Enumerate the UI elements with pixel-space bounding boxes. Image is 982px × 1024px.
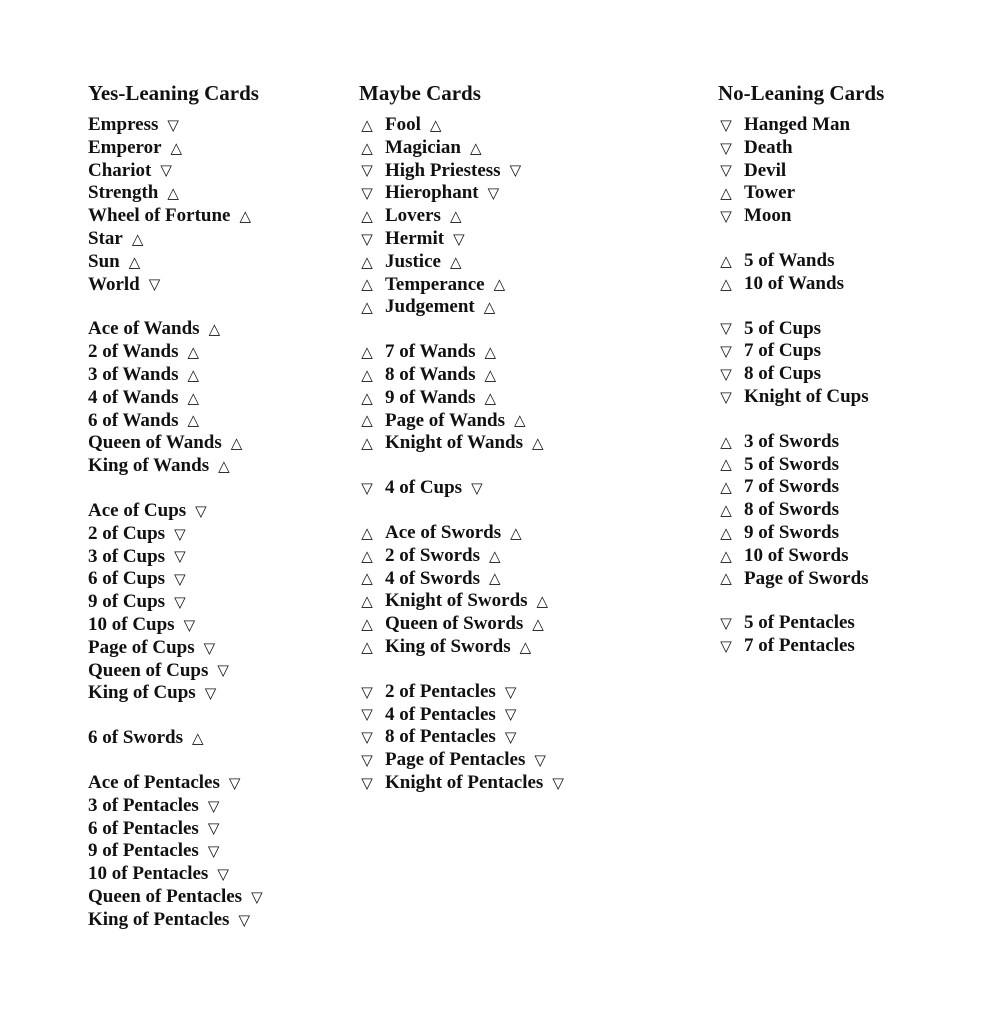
card-name: Hierophant xyxy=(385,182,479,204)
card-group xyxy=(359,114,659,319)
card-group xyxy=(718,318,948,409)
card-name: King of Wands xyxy=(88,455,210,477)
card-entry xyxy=(359,341,659,364)
card-name: Ace of Cups xyxy=(88,499,187,521)
card-entry xyxy=(359,726,659,749)
card-group xyxy=(359,681,659,795)
card-name: 10 of Pentacles xyxy=(88,863,209,885)
triangle-up-icon: △ xyxy=(361,207,373,226)
triangle-down-icon: ▽ xyxy=(720,387,732,406)
triangle-up-icon: △ xyxy=(361,569,373,588)
card-entry xyxy=(718,545,948,568)
card-name: Queen of Pentacles xyxy=(88,885,243,907)
triangle-down-icon: ▽ xyxy=(361,705,373,724)
card-entry xyxy=(359,274,659,297)
triangle-up-icon: △ xyxy=(484,343,497,362)
card-entry xyxy=(359,205,659,228)
card-entry xyxy=(718,114,948,137)
card-name: 6 of Pentacles xyxy=(88,817,199,839)
card-name: 2 of Cups xyxy=(88,522,166,544)
card-entry xyxy=(359,568,659,591)
card-name: 7 of Cups xyxy=(744,340,822,362)
card-entry xyxy=(718,568,948,591)
triangle-down-icon: ▽ xyxy=(361,751,373,770)
column-title: No-Leaning Cards xyxy=(718,81,885,105)
triangle-down-icon: ▽ xyxy=(251,887,263,906)
triangle-down-icon: ▽ xyxy=(195,501,207,520)
card-entry xyxy=(88,909,328,932)
card-entry xyxy=(88,523,328,546)
triangle-down-icon: ▽ xyxy=(720,365,732,384)
triangle-up-icon: △ xyxy=(532,615,544,634)
card-entry xyxy=(88,205,328,228)
card-entry xyxy=(359,749,659,772)
triangle-up-icon: △ xyxy=(720,274,732,293)
card-entry xyxy=(359,590,659,613)
card-name: Empress xyxy=(88,114,159,135)
triangle-down-icon: ▽ xyxy=(487,184,500,203)
card-name: 2 of Wands xyxy=(88,341,179,363)
triangle-up-icon: △ xyxy=(720,432,732,451)
triangle-up-icon: △ xyxy=(192,729,204,748)
card-name: 10 of Swords xyxy=(744,544,849,566)
card-group xyxy=(88,318,328,478)
card-entry xyxy=(88,840,328,863)
triangle-down-icon: ▽ xyxy=(207,819,220,838)
card-name: 3 of Pentacles xyxy=(88,794,199,816)
card-name: Emperor xyxy=(88,136,162,158)
card-name: Queen of Cups xyxy=(88,659,209,681)
card-entry xyxy=(88,228,328,251)
column-title: Yes-Leaning Cards xyxy=(88,81,259,105)
card-name: 7 of Pentacles xyxy=(744,635,855,657)
triangle-up-icon: △ xyxy=(230,434,243,453)
card-name: 5 of Pentacles xyxy=(744,612,855,634)
card-entry xyxy=(88,387,328,410)
triangle-up-icon: △ xyxy=(519,637,532,656)
card-entry xyxy=(359,251,659,274)
triangle-up-icon: △ xyxy=(510,523,522,542)
card-entry xyxy=(88,182,328,205)
card-entry xyxy=(88,432,328,455)
card-entry xyxy=(359,477,659,500)
card-entry xyxy=(88,410,328,433)
triangle-down-icon: ▽ xyxy=(361,479,373,498)
card-entry xyxy=(359,432,659,455)
triangle-up-icon: △ xyxy=(449,252,462,271)
triangle-up-icon: △ xyxy=(361,434,373,453)
triangle-down-icon: ▽ xyxy=(217,661,229,680)
triangle-up-icon: △ xyxy=(361,275,373,294)
card-name: 6 of Wands xyxy=(88,409,179,431)
triangle-up-icon: △ xyxy=(361,343,373,362)
card-name: 2 of Pentacles xyxy=(385,680,496,702)
triangle-down-icon: ▽ xyxy=(228,773,241,792)
card-name: Sun xyxy=(88,250,120,272)
card-name: High Priestess xyxy=(385,159,501,181)
column-groups xyxy=(359,114,659,795)
card-entry xyxy=(88,455,328,478)
card-entry xyxy=(359,636,659,659)
card-name: Ace of Swords xyxy=(385,521,502,543)
card-entry xyxy=(88,568,328,591)
card-name: King of Pentacles xyxy=(88,908,230,930)
triangle-up-icon: △ xyxy=(167,184,179,203)
card-entry xyxy=(718,318,948,341)
card-name: Devil xyxy=(744,159,787,181)
card-entry xyxy=(718,612,948,635)
triangle-up-icon: △ xyxy=(484,388,497,407)
column-groups xyxy=(718,114,948,658)
card-name: Star xyxy=(88,227,123,249)
triangle-down-icon: ▽ xyxy=(174,593,186,612)
triangle-down-icon: ▽ xyxy=(504,728,517,747)
card-group xyxy=(718,250,948,296)
card-entry xyxy=(88,795,328,818)
column-yes-leaning xyxy=(88,78,328,954)
triangle-up-icon: △ xyxy=(514,411,526,430)
card-entry xyxy=(88,274,328,297)
card-name: Justice xyxy=(385,250,441,272)
triangle-up-icon: △ xyxy=(361,365,373,384)
card-name: 4 of Pentacles xyxy=(385,703,496,725)
triangle-up-icon: △ xyxy=(720,501,732,520)
card-entry xyxy=(718,205,948,228)
card-name: 4 of Cups xyxy=(385,477,463,499)
card-name: Ace of Pentacles xyxy=(88,771,220,793)
card-entry xyxy=(88,727,328,750)
card-name: King of Cups xyxy=(88,682,196,704)
card-name: Ace of Wands xyxy=(88,318,200,340)
card-name: World xyxy=(88,273,140,295)
triangle-down-icon: ▽ xyxy=(720,614,732,633)
card-entry xyxy=(88,500,328,523)
triangle-down-icon: ▽ xyxy=(160,161,172,180)
triangle-up-icon: △ xyxy=(218,457,230,476)
triangle-up-icon: △ xyxy=(187,388,200,407)
triangle-down-icon: ▽ xyxy=(183,615,196,634)
card-entry xyxy=(359,772,659,795)
triangle-down-icon: ▽ xyxy=(720,161,732,180)
triangle-up-icon: △ xyxy=(239,207,252,226)
card-name: Fool xyxy=(385,114,421,135)
triangle-down-icon: ▽ xyxy=(720,115,732,134)
triangle-up-icon: △ xyxy=(361,138,373,157)
card-name: 3 of Wands xyxy=(88,363,179,385)
triangle-up-icon: △ xyxy=(720,478,732,497)
card-entry xyxy=(88,682,328,705)
card-group xyxy=(88,727,328,750)
card-entry xyxy=(359,296,659,319)
card-name: 6 of Swords xyxy=(88,727,184,749)
triangle-up-icon: △ xyxy=(361,252,373,271)
card-entry xyxy=(359,522,659,545)
card-group xyxy=(88,772,328,932)
card-name: 4 of Swords xyxy=(385,567,481,589)
card-entry xyxy=(88,364,328,387)
triangle-up-icon: △ xyxy=(361,388,373,407)
triangle-down-icon: ▽ xyxy=(361,682,373,701)
triangle-up-icon: △ xyxy=(489,569,501,588)
card-entry xyxy=(718,160,948,183)
card-entry xyxy=(718,635,948,658)
card-entry xyxy=(88,341,328,364)
card-group xyxy=(359,477,659,500)
triangle-down-icon: ▽ xyxy=(207,842,220,861)
card-name: Knight of Swords xyxy=(385,590,528,612)
triangle-up-icon: △ xyxy=(720,251,732,270)
card-entry xyxy=(88,114,328,137)
triangle-up-icon: △ xyxy=(361,523,373,542)
card-name: Moon xyxy=(744,205,792,227)
triangle-up-icon: △ xyxy=(484,365,497,384)
triangle-up-icon: △ xyxy=(361,615,373,634)
triangle-up-icon: △ xyxy=(131,229,144,248)
card-name: 3 of Swords xyxy=(744,430,840,452)
triangle-up-icon: △ xyxy=(449,207,462,226)
triangle-up-icon: △ xyxy=(493,275,506,294)
triangle-down-icon: ▽ xyxy=(174,570,186,589)
card-name: 5 of Wands xyxy=(744,249,835,271)
card-group xyxy=(88,500,328,705)
card-name: King of Swords xyxy=(385,635,511,657)
card-name: Page of Wands xyxy=(385,409,506,431)
card-name: 5 of Cups xyxy=(744,317,822,339)
triangle-down-icon: ▽ xyxy=(361,728,373,747)
card-name: 10 of Cups xyxy=(88,613,175,635)
column-maybe xyxy=(359,78,659,817)
column-title: Maybe Cards xyxy=(359,81,481,105)
triangle-down-icon: ▽ xyxy=(509,161,522,180)
card-entry xyxy=(359,137,659,160)
triangle-up-icon: △ xyxy=(489,546,501,565)
card-name: Judgement xyxy=(385,296,475,318)
card-name: 10 of Wands xyxy=(744,272,844,294)
card-name: 8 of Cups xyxy=(744,363,822,385)
card-entry xyxy=(88,591,328,614)
triangle-down-icon: ▽ xyxy=(238,910,250,929)
triangle-up-icon: △ xyxy=(361,546,373,565)
card-entry xyxy=(718,182,948,205)
card-entry xyxy=(718,431,948,454)
triangle-down-icon: ▽ xyxy=(361,229,373,248)
card-entry xyxy=(718,454,948,477)
triangle-down-icon: ▽ xyxy=(552,773,564,792)
triangle-down-icon: ▽ xyxy=(534,751,546,770)
card-name: Page of Swords xyxy=(744,567,869,589)
triangle-down-icon: ▽ xyxy=(720,207,732,226)
card-name: Chariot xyxy=(88,159,152,181)
card-entry xyxy=(88,160,328,183)
triangle-down-icon: ▽ xyxy=(504,682,517,701)
card-entry xyxy=(359,387,659,410)
card-entry xyxy=(718,363,948,386)
card-name: Magician xyxy=(385,136,461,158)
triangle-down-icon: ▽ xyxy=(361,184,373,203)
triangle-down-icon: ▽ xyxy=(720,342,732,361)
card-name: 3 of Cups xyxy=(88,545,166,567)
card-name: 9 of Swords xyxy=(744,521,840,543)
card-entry xyxy=(359,228,659,251)
card-name: 2 of Swords xyxy=(385,544,481,566)
card-name: 8 of Pentacles xyxy=(385,726,496,748)
triangle-up-icon: △ xyxy=(720,455,732,474)
card-group xyxy=(718,114,948,228)
card-group xyxy=(718,612,948,658)
card-entry xyxy=(88,772,328,795)
card-name: Page of Pentacles xyxy=(385,749,526,771)
card-name: Knight of Wands xyxy=(385,432,523,454)
card-entry xyxy=(359,410,659,433)
triangle-up-icon: △ xyxy=(720,546,732,565)
triangle-up-icon: △ xyxy=(187,365,200,384)
card-entry xyxy=(88,137,328,160)
card-group xyxy=(359,341,659,455)
card-entry xyxy=(359,681,659,704)
column-no-leaning xyxy=(718,78,948,680)
card-name: Wheel of Fortune xyxy=(88,205,231,227)
card-name: Lovers xyxy=(385,205,441,227)
triangle-down-icon: ▽ xyxy=(207,796,220,815)
column-groups xyxy=(88,114,328,932)
card-name: 7 of Swords xyxy=(744,476,840,498)
triangle-down-icon: ▽ xyxy=(361,161,373,180)
triangle-down-icon: ▽ xyxy=(471,479,483,498)
triangle-up-icon: △ xyxy=(470,138,482,157)
card-entry xyxy=(718,340,948,363)
card-entry xyxy=(718,499,948,522)
card-entry xyxy=(359,613,659,636)
triangle-down-icon: ▽ xyxy=(453,229,465,248)
triangle-down-icon: ▽ xyxy=(167,115,179,134)
triangle-up-icon: △ xyxy=(187,411,200,430)
card-entry xyxy=(88,614,328,637)
triangle-down-icon: ▽ xyxy=(720,319,732,338)
card-name: 7 of Wands xyxy=(385,341,476,363)
card-group xyxy=(359,522,659,659)
triangle-down-icon: ▽ xyxy=(720,138,732,157)
card-group xyxy=(718,431,948,591)
card-entry xyxy=(359,704,659,727)
triangle-down-icon: ▽ xyxy=(217,865,229,883)
card-entry xyxy=(359,545,659,568)
card-name: 4 of Wands xyxy=(88,386,179,408)
card-name: Knight of Pentacles xyxy=(385,771,544,793)
card-entry xyxy=(718,250,948,273)
card-name: 8 of Wands xyxy=(385,363,476,385)
card-entry xyxy=(359,160,659,183)
triangle-up-icon: △ xyxy=(361,411,373,430)
card-name: Tower xyxy=(744,182,796,204)
card-entry xyxy=(718,137,948,160)
triangle-up-icon: △ xyxy=(536,592,549,611)
card-entry xyxy=(88,637,328,660)
card-name: Temperance xyxy=(385,273,485,295)
triangle-up-icon: △ xyxy=(361,637,373,656)
card-name: 5 of Swords xyxy=(744,453,840,475)
card-name: Strength xyxy=(88,182,159,204)
card-name: Death xyxy=(744,136,793,158)
card-entry xyxy=(718,386,948,409)
triangle-down-icon: ▽ xyxy=(504,705,517,724)
card-entry xyxy=(88,818,328,841)
triangle-up-icon: △ xyxy=(361,298,373,317)
triangle-down-icon: ▽ xyxy=(203,638,216,657)
card-name: 9 of Pentacles xyxy=(88,840,199,862)
card-name: Hermit xyxy=(385,227,445,249)
triangle-down-icon: ▽ xyxy=(204,684,217,703)
triangle-down-icon: ▽ xyxy=(174,524,186,543)
card-entry xyxy=(88,886,328,909)
triangle-up-icon: △ xyxy=(720,523,732,542)
card-name: 8 of Swords xyxy=(744,499,840,521)
card-entry xyxy=(359,364,659,387)
card-entry xyxy=(718,476,948,499)
card-name: Queen of Swords xyxy=(385,613,524,635)
triangle-down-icon: ▽ xyxy=(174,547,186,566)
triangle-up-icon: △ xyxy=(483,298,496,317)
triangle-up-icon: △ xyxy=(187,343,200,362)
card-entry xyxy=(88,251,328,274)
card-name: Knight of Cups xyxy=(744,385,869,407)
triangle-down-icon: ▽ xyxy=(361,773,373,792)
card-group xyxy=(88,114,328,296)
card-entry xyxy=(359,182,659,205)
card-entry xyxy=(88,660,328,683)
card-name: 9 of Wands xyxy=(385,386,476,408)
triangle-up-icon: △ xyxy=(720,569,732,588)
triangle-up-icon: △ xyxy=(531,434,544,453)
card-entry xyxy=(88,318,328,341)
triangle-up-icon: △ xyxy=(128,252,141,271)
card-name: Queen of Wands xyxy=(88,432,222,454)
card-name: Hanged Man xyxy=(744,114,851,135)
card-name: 9 of Cups xyxy=(88,591,166,613)
triangle-down-icon: ▽ xyxy=(148,275,161,294)
card-entry xyxy=(88,863,328,886)
card-name: Page of Cups xyxy=(88,636,195,658)
card-entry xyxy=(718,522,948,545)
triangle-up-icon: △ xyxy=(361,592,373,611)
triangle-up-icon: △ xyxy=(429,115,442,134)
triangle-up-icon: △ xyxy=(361,115,373,134)
triangle-up-icon: △ xyxy=(170,138,183,157)
triangle-down-icon: ▽ xyxy=(720,637,732,656)
card-entry xyxy=(359,114,659,137)
card-entry xyxy=(88,546,328,569)
triangle-up-icon: △ xyxy=(208,320,221,339)
card-entry xyxy=(718,273,948,296)
card-name: 6 of Cups xyxy=(88,568,166,590)
triangle-up-icon: △ xyxy=(720,184,732,203)
